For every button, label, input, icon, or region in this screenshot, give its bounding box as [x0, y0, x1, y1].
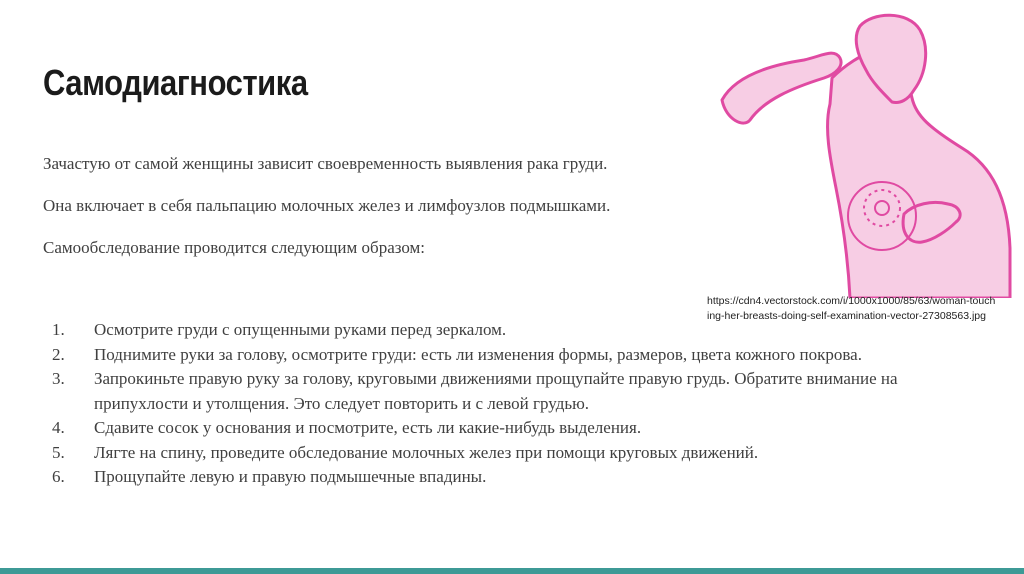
step-text: Лягте на спину, проведите обследование молочных желез при помощи круговых движений.	[94, 442, 759, 462]
step-number: 3.	[52, 369, 65, 388]
step-text: Сдавите сосок у основания и посмотрите, есть ли какие-нибудь выделения.	[94, 418, 642, 437]
image-source-caption: https://cdn4.vectorstock.com/i/1000x1000/85/63/woman-touching-her-breasts-doing-self-examination-vector-27308563.jpg	[707, 295, 996, 322]
palpation-paragraph: Она включает в себя пальпацию молочных желез и лимфоузлов подмышками.	[43, 196, 611, 215]
raised-arm	[722, 53, 841, 123]
list-item	[52, 367, 932, 416]
step-number: 1.	[52, 320, 65, 339]
list-item	[52, 465, 932, 490]
self-examination-illustration	[712, 8, 1022, 298]
list-item	[52, 441, 932, 466]
step-text: Запрокиньте правую руку за голову, круговыми движениями прощупайте правую грудь. Обратите внимание на припухлости и утолщения. Это следует повторить и с левой грудью.	[94, 369, 898, 413]
list-item	[52, 416, 932, 441]
nipple	[875, 201, 889, 215]
list-item	[52, 343, 932, 368]
steps-list	[52, 318, 932, 490]
slide-title: Самодиагностика	[43, 62, 308, 103]
intro-paragraph: Зачастую от самой женщины зависит своевременность выявления рака груди.	[43, 154, 608, 173]
step-text: Поднимите руки за голову, осмотрите груди: есть ли изменения формы, размеров, цвета кожного покрова.	[94, 344, 862, 364]
step-text: Осмотрите груди с опущенными руками перед зеркалом.	[94, 320, 507, 339]
step-number: 6.	[52, 467, 65, 486]
step-number: 2.	[52, 344, 65, 364]
accent-bar	[0, 568, 1024, 574]
step-number: 5.	[52, 442, 65, 462]
step-number: 4.	[52, 418, 65, 437]
procedure-intro-paragraph: Самообследование проводится следующим образом:	[43, 238, 426, 257]
step-text: Прощупайте левую и правую подмышечные впадины.	[94, 467, 487, 486]
